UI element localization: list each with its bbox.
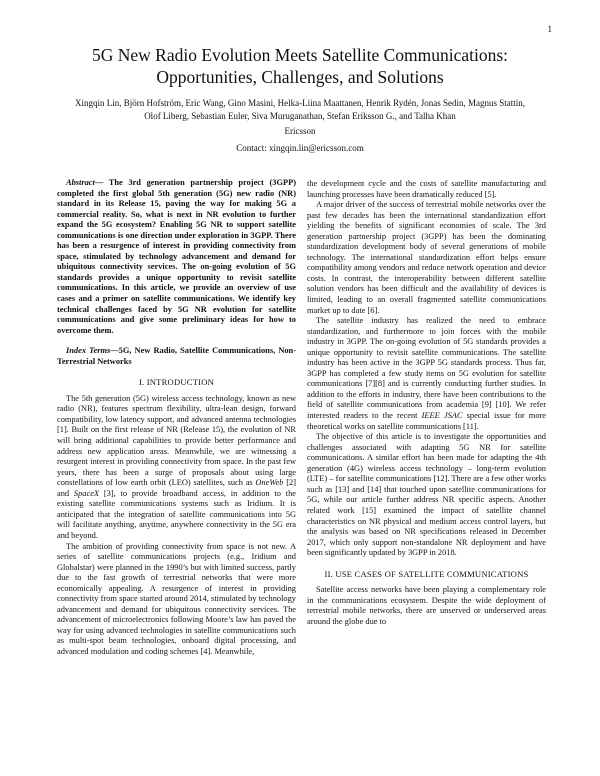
intro-p1-text-b: [2] and [57,478,297,498]
left-column [57,178,296,658]
intro-paragraph-4: A major driver of the success of terrestrial mobile networks over the past few decades has been the international standardization effort yielding the benefits of significant economies of scale. The 3rd generation partnership project (3GPP) has been the dominating standardization development body of several generations of mobile technology. The international standardization effort helps ensure compatibility among vendors and reduce network operation and device costs. In contrast, the interoperability between different satellite solution vendors has been difficult and the availability of devices is limited, leading to an overall fragmented satellite communications market up to date [6]. [307,200,546,315]
intro-paragraph-5 [307,316,546,432]
section-heading-use-cases: II. USE CASES OF SATELLITE COMMUNICATIONS [324,568,529,579]
intro-p1-text-a: The 5th generation (5G) wireless access technology, known as new radio (NR), features spectrum flexibility, ultra-lean design, forward compatibility, low latency support, and advanced antenna technologies [1]. Built on the first release of NR (Release 15), the evolution of NR will bring additional capabilities to provide better performance and address new application areas. Meanwhile, we are witnessing a resurgent interest in providing connectivity from space. In the past few years, there has been a surge of proposals about using large constellations of low earth orbit (LEO) satellites, such as [57,393,296,488]
intro-p5-text-b: special issue for more theoretical works on satellite communications [11]. [307,411,547,431]
spacex-ref: SpaceX [73,488,100,498]
intro-paragraph-3: the development cycle and the costs of satellite manufacturing and launching processes have been dramatically reduced [5]. [307,179,546,199]
intro-paragraph-6: The objective of this article is to investigate the opportunities and challenges associated with adapting 5G NR for satellite communications. A similar effort has been made for adapting the 4th generation (4G) wireless access technology – long-term evolution (LTE) – for satellite communications [12]. There are a few other works such as [13] and [14] that touched upon satellite communications for 5G, while our article further address NR specific aspects. Another related work [15] examined the impact of satellite channel characteristics on NR physical and medium access control layers, but the analysis was based on NR specifications released in December 2017, which only support non-standalone NR deployment and have been significantly updated by 3GPP in 2018. [307,432,546,558]
use-cases-paragraph-1: Satellite access networks have been playing a complementary role in the communications ecosystem. Despite the wide deployment of terrestrial mobile networks, there are unserved or underserved areas around the globe due to [307,585,546,626]
page-number: 1 [547,24,552,34]
jsac-ref: IEEE JSAC [421,411,463,421]
abstract-lead: Abstract [66,178,95,187]
intro-paragraph-2: The ambition of providing connectivity from space is not new. A series of satellite communications projects (e.g., Iridium and Globalstar) were planned in the 1990’s but with limited success, partly due to the fast growth of terrestrial networks that were more economically appealing. A resurgence of interest in providing connectivity from space started around 2014, stimulated by technology advancement and demand for ubiquitous connectivity services. The advancement of microelectronics following Moore’s law has paved the way for using advanced technologies in satellite communications such as multi-spot beam technologies, onboard digital processing, and advanced modulation and coding schemes [4]. Meanwhile, [57,541,296,656]
right-column [307,179,546,627]
intro-paragraph-1 [57,394,296,542]
index-terms-lead: Index Terms [66,346,111,356]
index-terms [57,346,296,367]
author-list: Xingqin Lin, Björn Hofström, Eric Wang, Gino Masini, Helka-Liina Maattanen, Henrik Rydén, Jonas Sedin, Magnus Stattin, Olof Liberg, Sebastian Euler, Siva Muruganathan, Stefan Eriksson G., and Talha Khan [75,98,525,121]
section-heading-introduction: I. INTRODUCTION [138,377,215,388]
abstract-text: — The 3rd generation partnership project (3GPP) completed the first global 5th generation (5G) new radio (NR) standard in its Release 15, paving the way for making 5G a commercial reality. So, what is next in NR evolution to further expand the 5G ecosystem? Enabling 5G NR to support satellite communications is one direction under exploration in 3GPP. There has been a resurgence of interest in providing connectivity from space, stimulated by technology advancement and demand for ubiquitous connectivity services. The on-going evolution of 5G standards provides a unique opportunity to revisit satellite communications. In this article, we provide an overview of use cases and a primer on satellite communications. We identify key technical challenges faced by 5G NR evolution for satellite communications and give some preliminary ideas for how to overcome them. [57,178,296,335]
intro-p5-text-a: The satellite industry has realized the need to embrace standardization, and furthermore to join forces with the mobile industry in 3GPP. The on-going evolution of 5G standards provides a unique opportunity to revisit satellite communications. The satellite industry has been active in the 3GPP 5G standards process. Thus far, 3GPP has completed a few study items on 5G evolution for satellite communications [7][8] and is currently conducting further studies. In addition to the efforts in industry, there have been contributions to the field of satellite communications from academia [9] [10]. We refer interested readers to the recent [307,316,546,421]
contact-email: Contact: xingqin.lin@ericsson.com [236,143,364,153]
oneweb-ref: OneWeb [255,478,284,488]
index-terms-text: —5G, New Radio, Satellite Communications, Non-Terrestrial Networks [57,346,296,366]
affiliation: Ericsson [284,126,316,136]
abstract [57,178,296,336]
paper-title: 5G New Radio Evolution Meets Satellite Communications: Opportunities, Challenges, and Solutions [91,45,509,87]
intro-p1-text-c: [3], to provide broadband access, in addition to the existing satellite communications systems such as Iridium. It is anticipated that the integration of satellite communications into 5G will facilitate anything, anytime, anywhere connectivity in the 5G era and beyond. [57,488,296,540]
